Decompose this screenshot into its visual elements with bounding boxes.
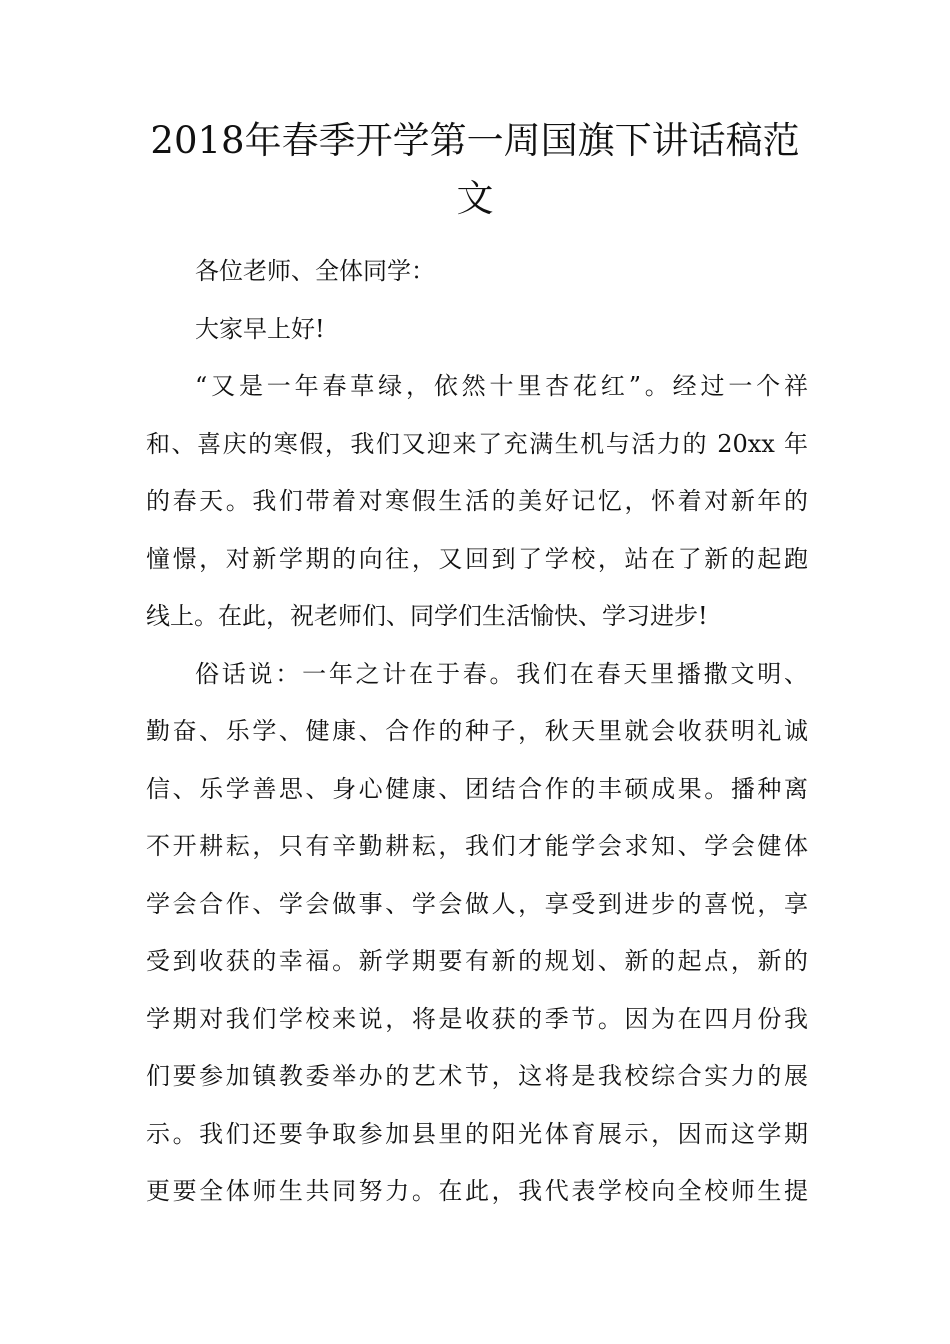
document-body [146, 243, 808, 1221]
body-line: 的春天。我们带着对寒假生活的美好记忆，怀着对新年的 [146, 487, 808, 515]
body-line: 示。我们还要争取参加县里的阳光体育展示，因而这学期 [146, 1119, 808, 1148]
body-line: 勤奋、乐学、健康、合作的种子，秋天里就会收获明礼诚 [146, 717, 808, 745]
title-line-1: 2018年春季开学第一周国旗下讲话稿范 [150, 119, 800, 162]
document-title [140, 112, 810, 228]
body-line: 信、乐学善思、身心健康、团结合作的丰硕成果。播种离 [146, 774, 808, 803]
body-line: 和、喜庆的寒假，我们又迎来了充满生机与活力的 20xx 年 [146, 429, 808, 458]
body-line: 们要参加镇教委举办的艺术节，这将是我校综合实力的展 [146, 1062, 808, 1090]
body-line: 憧憬，对新学期的向往，又回到了学校，站在了新的起跑 [146, 544, 808, 573]
body-line: 学期对我们学校来说，将是收获的季节。因为在四月份我 [146, 1004, 808, 1033]
title-line-2: 文 [456, 177, 494, 220]
greeting-line: 大家早上好! [195, 314, 325, 343]
body-line: 线上。在此，祝老师们、同学们生活愉快、学习进步! [146, 602, 708, 630]
salutation-line: 各位老师、全体同学： [195, 257, 435, 285]
body-line: 不开耕耘，只有辛勤耕耘，我们才能学会求知、学会健体 [146, 832, 808, 860]
body-line: 学会合作、学会做事、学会做人，享受到进步的喜悦，享 [146, 889, 808, 918]
body-line: 俗话说：一年之计在于春。我们在春天里播撒文明、 [195, 659, 808, 688]
body-line: 受到收获的幸福。新学期要有新的规划、新的起点，新的 [146, 947, 808, 975]
body-line: 更要全体师生共同努力。在此，我代表学校向全校师生提 [146, 1177, 808, 1205]
body-line: “又是一年春草绿，依然十里杏花红”。经过一个祥 [195, 372, 808, 400]
